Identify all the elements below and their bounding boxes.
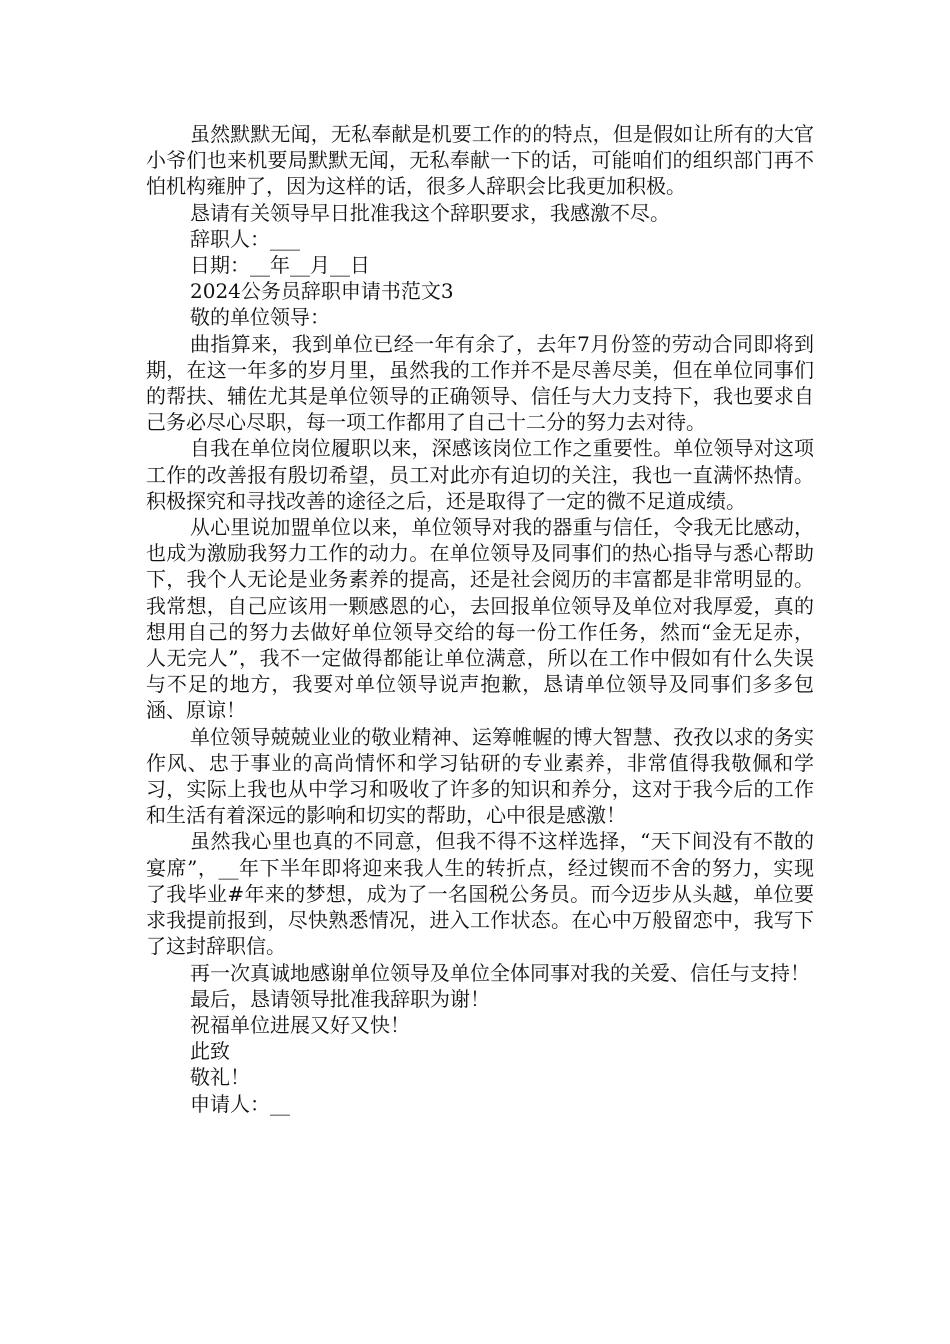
- section-heading: 2024公务员辞职申请书范文3: [190, 279, 454, 304]
- closing-line: 最后，恳请领导批准我辞职为谢！: [190, 986, 490, 1011]
- document-page: [146, 121, 814, 1117]
- paragraph: 虽然我心里也真的不同意，但我不得不这样选择，“天下间没有不散的宴席”，__年下半年即将迎来我人生的转折点，经过锲而不舍的努力，实现了我毕业#年来的梦想，成为了一名国税公务员。而今迈步从头越，单位要求我提前报到，尽快熟悉情况，进入工作状态。在心中万般留恋中，我写下了这封辞职信。: [146, 829, 814, 959]
- closing-line: 敬礼！: [190, 1065, 250, 1090]
- applicant-line: 申请人：__: [190, 1091, 290, 1116]
- paragraph: 再一次真诚地感谢单位领导及单位全体同事对我的关爱、信任与支持！: [190, 960, 810, 985]
- paragraph: 从心里说加盟单位以来，单位领导对我的器重与信任，令我无比感动，也成为激励我努力工作的动力。在单位领导及同事们的热心指导与悉心帮助下，我个人无论是业务素养的提高，还是社会阅历的丰富都是非常明显的。我常想，自己应该用一颗感恩的心，去回报单位领导及单位对我厚爱，真的想用自己的努力去做好单位领导交给的每一份工作任务，然而“金无足赤，人无完人”，我不一定做得都能让单位满意，所以在工作中假如有什么失误与不足的地方，我要对单位领导说声抱歉，恳请单位领导及同事们多多包涵、原谅！: [146, 515, 814, 723]
- salutation: 敬的单位领导：: [190, 305, 330, 330]
- paragraph: 曲指算来，我到单位已经一年有余了，去年7月份签的劳动合同即将到期，在这一年多的岁月里，虽然我的工作并不是尽善尽美，但在单位同事们的帮扶、辅佐尤其是单位领导的正确领导、信任与大力支持下，我也要求自己务必尽心尽职，每一项工作都用了自己十二分的努力去对待。: [146, 331, 814, 435]
- signature-line: 辞职人：___: [190, 226, 300, 251]
- closing-line: 祝福单位进展又好又快！: [190, 1012, 410, 1037]
- paragraph: 虽然默默无闻，无私奉献是机要工作的的特点，但是假如让所有的大官小爷们也来机要局默默无闻，无私奉献一下的话，可能咱们的组织部门再不怕机构雍肿了，因为这样的话，很多人辞职会比我更加积极。: [146, 122, 814, 199]
- date-line: 日期：__年__月__日: [190, 253, 370, 278]
- paragraph: 恳请有关领导早日批准我这个辞职要求，我感激不尽。: [190, 200, 670, 225]
- paragraph: 单位领导兢兢业业的敬业精神、运筹帷幄的博大智慧、孜孜以求的务实作风、忠于事业的高尚情怀和学习钻研的专业素养，非常值得我敬佩和学习，实际上我也从中学习和吸收了许多的知识和养分，这对于我今后的工作和生活有着深远的影响和切实的帮助，心中很是感激！: [146, 724, 814, 828]
- paragraph: 自我在单位岗位履职以来，深感该岗位工作之重要性。单位领导对这项工作的改善报有殷切希望，员工对此亦有迫切的关注，我也一直满怀热情。积极探究和寻找改善的途径之后，还是取得了一定的微不足道成绩。: [146, 436, 814, 513]
- closing-line: 此致: [190, 1039, 230, 1064]
